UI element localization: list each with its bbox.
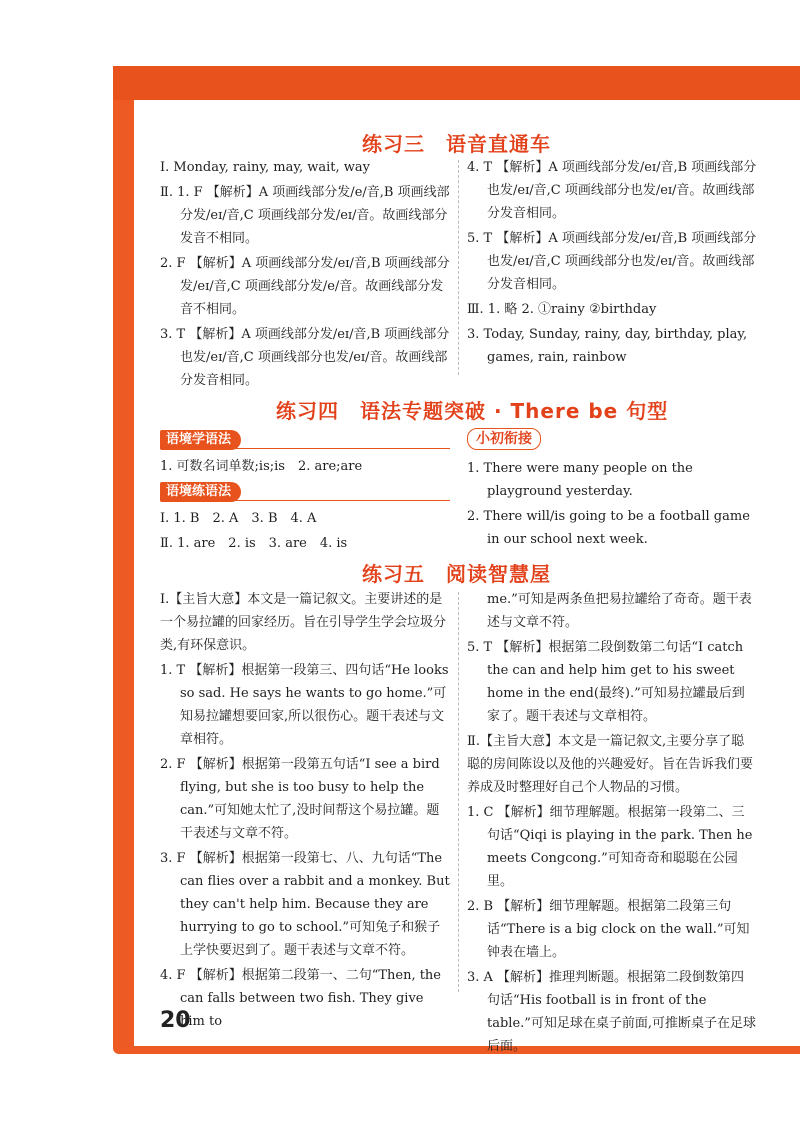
practice-answer-2: Ⅱ. 1. are 2. is 3. are 4. is [160,536,348,551]
s5-right-item: 1. C 【解析】细节理解题。根据第一段第二、三句话“Qiqi is playing in the park. Then he meets Congcong.”可知奇奇和聪聪在公园里。 [467,805,753,889]
bridge-header [467,428,757,451]
section-3-left-column [160,156,450,394]
learn-grammar-badge: 语境学语法 [160,430,241,450]
section-5-left-column [160,588,450,1035]
practice-grammar-badge: 语境练语法 [160,482,241,502]
s3-right-item: 5. T 【解析】A 项画线部分发/eɪ/音,B 项画线部分也发/eɪ/音,C 项画线部分也发/eɪ/音。故画线部分发音相同。 [467,231,757,292]
section-5-title: 练习五 阅读智慧屋 [362,562,551,586]
bridge-badge: 小初衔接 [467,428,541,450]
section-4-title: 练习四 语法专题突破 · There be 句型 [276,399,669,423]
column-divider [458,160,459,375]
s5-left-item: 2. F 【解析】根据第一段第五句话“I see a bird flying, but she is too busy to help the can.”可知她太忙了,没时间帮这个易拉罐。题干表述与文章不符。 [160,757,440,841]
section-3-title: 练习三 语音直通车 [362,132,551,156]
s3-left-item: Ⅰ. Monday, rainy, may, wait, way [160,160,370,175]
s5-right-item: 2. B 【解析】细节理解题。根据第二段第三句话“There is a big clock on the wall.”可知钟表在墙上。 [467,899,750,960]
bridge-answer-1: 1. There were many people on the playground yesterday. [467,461,693,499]
s3-left-item: 2. F 【解析】A 项画线部分发/eɪ/音,B 项画线部分发/eɪ/音,C 项画线部分发/e/音。故画线部分发音不相同。 [160,256,450,317]
page-number: 20 [160,1008,191,1033]
bridge-answer-2: 2. There will/is going to be a football game in our school next week. [467,509,750,547]
learn-grammar-header [160,428,450,449]
s5-right-item: Ⅱ.【主旨大意】本文是一篇记叙文,主要分享了聪聪的房间陈设以及他的兴趣爱好。旨在告诉我们要养成及时整理好自己个人物品的习惯。 [467,734,754,795]
frame-top-band [113,66,800,100]
section-4-right-column [467,428,757,553]
s3-right-item: Ⅲ. 1. 略 2. ①rainy ②birthday [467,302,657,317]
s3-left-item: 3. T 【解析】A 项画线部分发/eɪ/音,B 项画线部分也发/eɪ/音,C 项画线部分也发/eɪ/音。故画线部分发音相同。 [160,327,450,388]
section-4-left-column [160,428,450,557]
column-divider [458,592,459,992]
section-3-right-column [467,156,757,371]
practice-answer-1: Ⅰ. 1. B 2. A 3. B 4. A [160,511,317,526]
s3-left-item: Ⅱ. 1. F 【解析】A 项画线部分发/e/音,B 项画线部分发/eɪ/音,C 项画线部分发/eɪ/音。故画线部分发音不相同。 [160,185,450,246]
s5-left-item: 4. F 【解析】根据第二段第一、二句“Then, the can falls between two fish. They give him to [160,968,441,1029]
s5-left-item: Ⅰ.【主旨大意】本文是一篇记叙文。主要讲述的是一个易拉罐的回家经历。旨在引导学生学会垃圾分类,有环保意识。 [160,592,447,653]
section-5-right-column [467,588,757,1060]
s5-right-item: 3. A 【解析】推理判断题。根据第二段倒数第四句话“His football is in front of the table.”可知足球在桌子前面,可推断桌子在足球后面。 [467,970,757,1054]
s5-right-item: 5. T 【解析】根据第二段倒数第二句话“I catch the can and help him get to his sweet home in the end(最终).”可知易拉罐最后到家了。题干表述与文章相符。 [467,640,745,724]
s5-left-item: 3. F 【解析】根据第一段第七、八、九句话“The can flies over a rabbit and a monkey. But they can't help him. Because they are hurrying to go to school.”可知兔子和猴子上学快要迟到了。题干表述与文章不符。 [160,851,450,958]
s5-right-item: me.”可知是两条鱼把易拉罐给了奇奇。题干表述与文章不符。 [487,592,752,630]
practice-grammar-header [160,480,450,501]
s3-right-item: 3. Today, Sunday, rainy, day, birthday, play, games, rain, rainbow [467,327,748,365]
learn-grammar-answer: 1. 可数名词单数;is;is 2. are;are [160,459,363,474]
s5-left-item: 1. T 【解析】根据第一段第三、四句话“He looks so sad. He says he wants to go home.”可知易拉罐想要回家,所以很伤心。题干表述与文章相符。 [160,663,449,747]
s3-right-item: 4. T 【解析】A 项画线部分发/eɪ/音,B 项画线部分也发/eɪ/音,C 项画线部分也发/eɪ/音。故画线部分发音相同。 [467,160,757,221]
